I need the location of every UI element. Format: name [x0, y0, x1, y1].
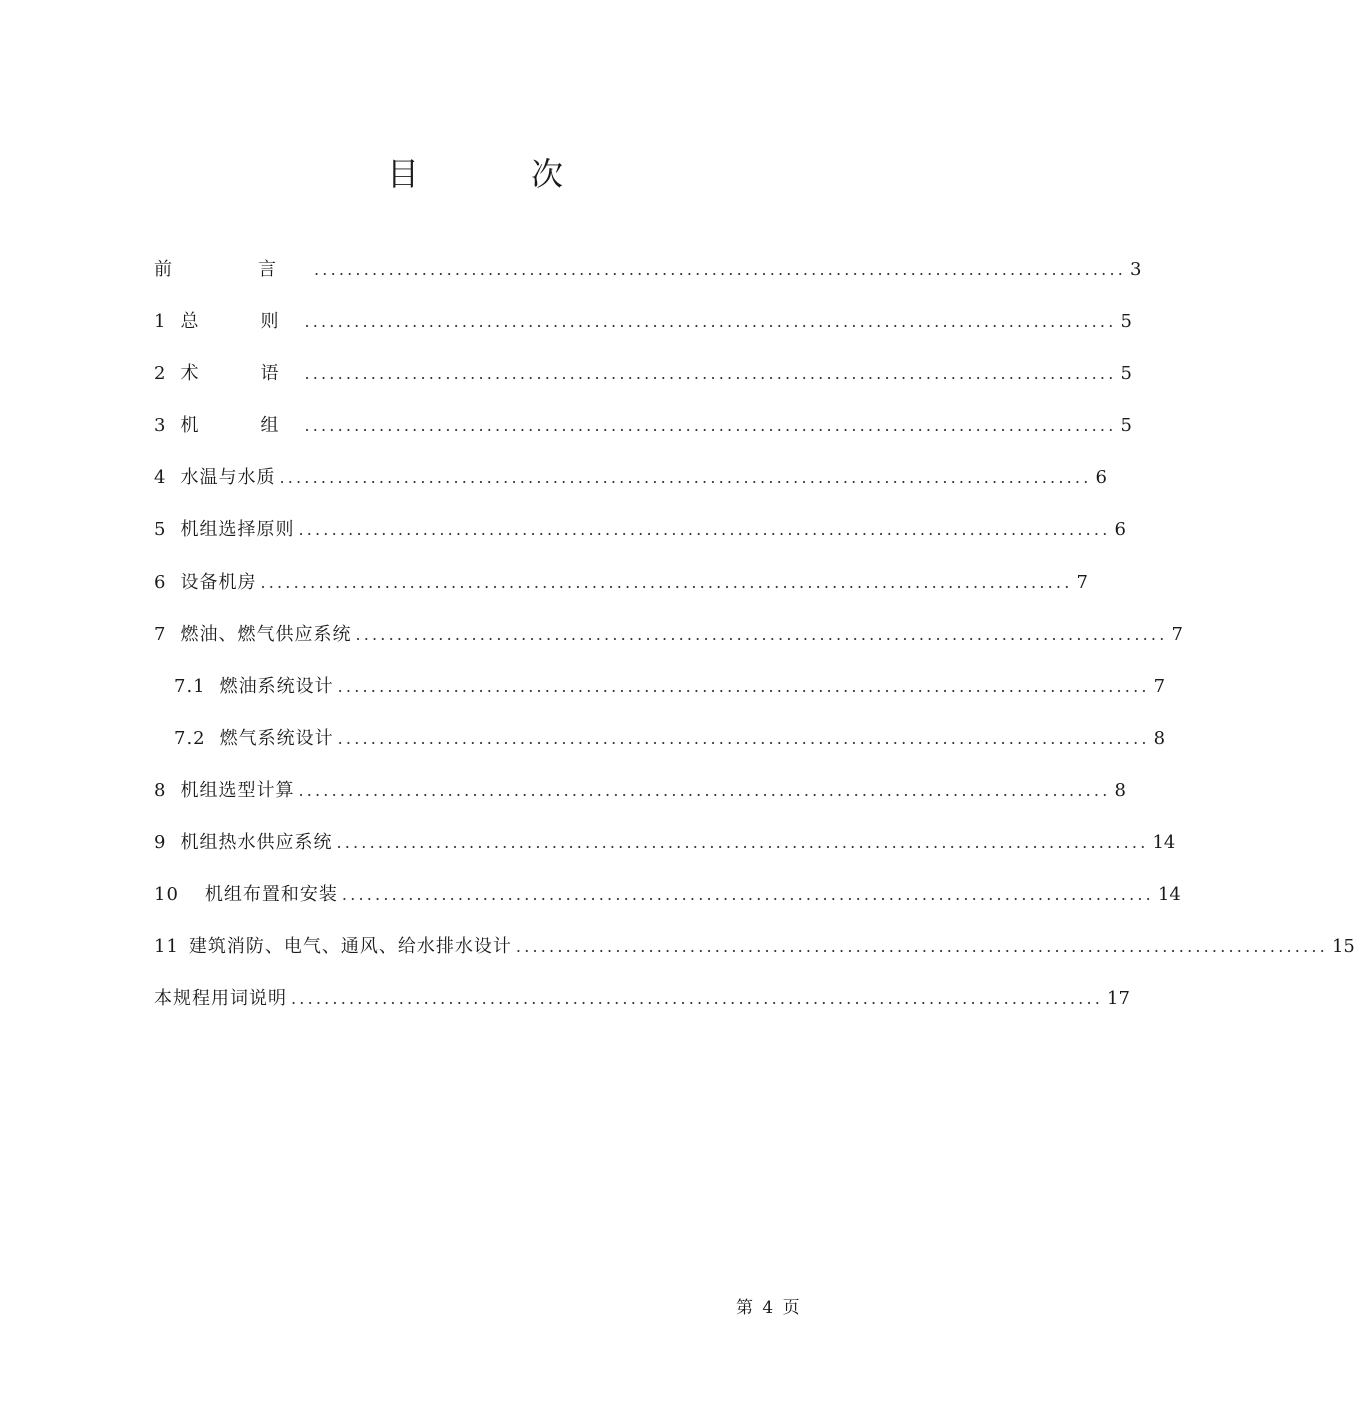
toc-number: 11 — [154, 936, 179, 958]
toc-label: 总 则 — [180, 311, 301, 333]
table-of-contents — [154, 256, 1355, 1037]
toc-entry-4[interactable] — [154, 464, 1107, 516]
toc-page: 14 — [1157, 884, 1181, 906]
toc-leader: .................................................................................................. — [304, 416, 1117, 436]
toc-number: 10 — [154, 884, 179, 906]
toc-number: 5 — [154, 519, 167, 541]
toc-label: 机组布置和安装 — [204, 884, 338, 906]
toc-number: 7.1 — [174, 675, 206, 697]
toc-label: 燃气系统设计 — [219, 727, 334, 749]
toc-leader: .................................................................................................. — [341, 885, 1154, 905]
toc-page: 17 — [1107, 988, 1130, 1010]
toc-label: 机组热水供应系统 — [180, 832, 333, 854]
toc-page: 6 — [1095, 467, 1107, 489]
toc-page: 15 — [1331, 936, 1355, 958]
toc-number: 9 — [154, 832, 167, 854]
toc-page: 7 — [1153, 675, 1166, 697]
toc-page: 5 — [1120, 363, 1132, 385]
toc-entry-11[interactable] — [154, 933, 1355, 985]
toc-leader: .................................................................................................. — [304, 364, 1117, 384]
toc-page: 5 — [1120, 311, 1132, 333]
toc-entry-7[interactable] — [154, 621, 1183, 673]
toc-number: 1 — [154, 311, 167, 333]
toc-page: 8 — [1153, 727, 1166, 749]
toc-label: 机 组 — [180, 415, 301, 437]
toc-label: 设备机房 — [180, 571, 257, 593]
toc-page: 14 — [1152, 832, 1176, 854]
toc-label: 前 言 — [154, 259, 310, 280]
page-number-footer: 第 4 页 — [736, 1298, 800, 1318]
toc-entry-2[interactable] — [154, 360, 1132, 412]
toc-label: 燃油、燃气供应系统 — [180, 623, 352, 645]
toc-entry-9[interactable] — [154, 829, 1176, 881]
toc-entry-preface[interactable] — [154, 256, 1142, 308]
toc-label: 机组选型计算 — [180, 779, 295, 801]
toc-entry-8[interactable] — [154, 777, 1126, 829]
toc-leader: .................................................................................................. — [304, 312, 1117, 332]
toc-label: 水温与水质 — [180, 467, 276, 489]
toc-leader: .................................................................................................. — [336, 833, 1149, 853]
toc-page: 7 — [1171, 623, 1183, 645]
toc-label: 机组选择原则 — [180, 519, 295, 541]
toc-leader: .................................................................................................. — [355, 624, 1168, 644]
toc-label: 燃油系统设计 — [219, 675, 334, 697]
page-title: 目 次 — [386, 155, 603, 193]
toc-leader: .................................................................................................. — [260, 572, 1073, 592]
toc-leader: .................................................................................................. — [515, 937, 1328, 957]
toc-number: 2 — [154, 363, 167, 385]
toc-leader: .................................................................................................. — [298, 520, 1111, 540]
toc-number: 3 — [154, 415, 167, 437]
toc-leader: .................................................................................................. — [337, 728, 1150, 748]
toc-entry-10[interactable] — [154, 881, 1181, 933]
toc-page: 8 — [1114, 779, 1126, 801]
toc-entry-7-2[interactable] — [154, 725, 1166, 777]
toc-entry-5[interactable] — [154, 516, 1126, 568]
toc-page: 7 — [1076, 571, 1088, 593]
toc-label: 建筑消防、电气、通风、给水排水设计 — [188, 936, 512, 958]
toc-entry-1[interactable] — [154, 308, 1132, 360]
toc-entry-6[interactable] — [154, 569, 1088, 621]
toc-number: 7.2 — [174, 727, 206, 749]
toc-page: 5 — [1120, 415, 1132, 437]
toc-label: 术 语 — [180, 363, 301, 385]
toc-number: 8 — [154, 779, 167, 801]
toc-number: 6 — [154, 571, 167, 593]
toc-page: 3 — [1130, 259, 1142, 280]
toc-leader: .................................................................................................. — [279, 468, 1092, 488]
toc-entry-terms-explanation[interactable] — [154, 985, 1130, 1037]
toc-leader: .................................................................................................. — [314, 260, 1127, 279]
toc-entry-7-1[interactable] — [154, 673, 1166, 725]
toc-leader: .................................................................................................. — [337, 676, 1150, 696]
toc-entry-3[interactable] — [154, 412, 1132, 464]
toc-page: 6 — [1114, 519, 1126, 541]
toc-number: 7 — [154, 623, 167, 645]
toc-number: 4 — [154, 467, 167, 489]
toc-label: 本规程用词说明 — [154, 988, 287, 1010]
toc-leader: .................................................................................................. — [298, 780, 1111, 800]
toc-leader: .................................................................................................. — [291, 989, 1104, 1009]
